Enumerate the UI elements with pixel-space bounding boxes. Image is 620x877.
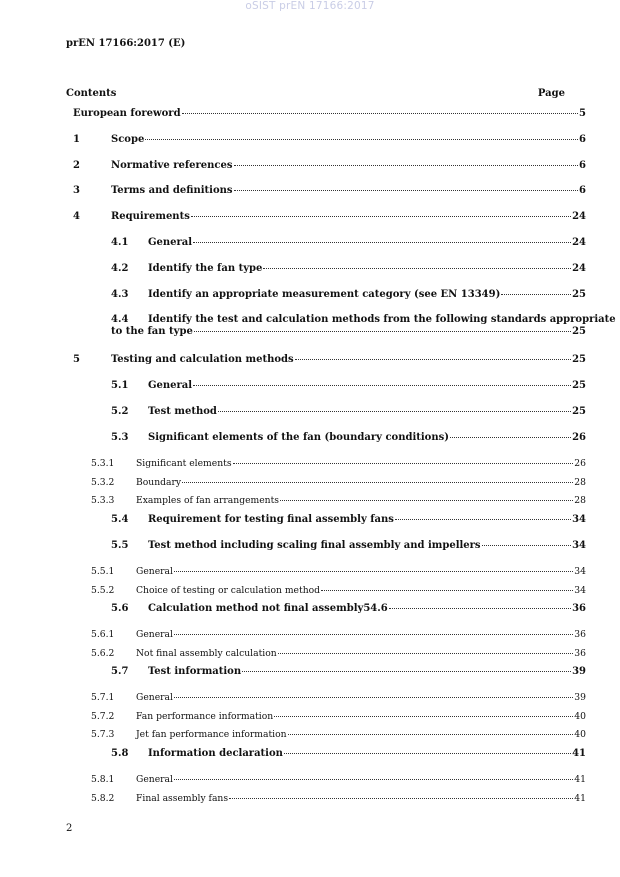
toc-entry-5-7-2[interactable] bbox=[91, 711, 586, 722]
toc-entry-page: 25 bbox=[572, 380, 586, 391]
dot-leader bbox=[234, 190, 579, 191]
toc-entry-page: 41 bbox=[572, 748, 586, 759]
toc-entry-number: 5.5.1 bbox=[91, 566, 115, 577]
toc-entry-number: 4.4 bbox=[111, 314, 129, 325]
dot-leader bbox=[233, 463, 574, 464]
toc-entry-title: Not final assembly calculation bbox=[136, 648, 277, 659]
toc-entry-title: Requirements bbox=[111, 211, 190, 222]
toc-entry-title-line1: Identify the test and calculation methods from the following standards appropriate bbox=[148, 314, 616, 325]
toc-entry-page: 24 bbox=[572, 211, 586, 222]
toc-entry-title: Fan performance information bbox=[136, 711, 274, 722]
toc-entry-title-line2: to the fan type bbox=[111, 326, 193, 337]
toc-entry-number: 3 bbox=[73, 185, 80, 196]
toc-entry-5-5-2[interactable] bbox=[91, 585, 586, 596]
toc-entry-number: 5.7.2 bbox=[91, 711, 115, 722]
toc-entry-title: General bbox=[136, 774, 173, 785]
toc-entry-title: General bbox=[136, 692, 173, 703]
toc-entry-title: General bbox=[136, 566, 173, 577]
dot-leader bbox=[280, 500, 573, 501]
toc-entry-number: 5.8.1 bbox=[91, 774, 115, 785]
dot-leader bbox=[482, 545, 572, 546]
toc-entry-title: Normative references bbox=[111, 160, 233, 171]
dot-leader bbox=[263, 268, 571, 269]
toc-entry-5-3-3[interactable] bbox=[91, 495, 586, 506]
toc-entry-number: 5.3.2 bbox=[91, 477, 115, 488]
toc-entry-page: 26 bbox=[572, 432, 586, 443]
toc-entry-page: 28 bbox=[574, 495, 586, 506]
toc-entry-page: 41 bbox=[574, 774, 586, 785]
dot-leader bbox=[501, 294, 571, 295]
dot-leader bbox=[395, 519, 571, 520]
toc-entry-5-1[interactable] bbox=[111, 380, 586, 391]
toc-entry-page: 34 bbox=[574, 585, 586, 596]
dot-leader bbox=[193, 385, 571, 386]
toc-entry-5-6-2[interactable] bbox=[91, 648, 586, 659]
toc-entry-number: 5.2 bbox=[111, 406, 129, 417]
dot-leader bbox=[218, 411, 571, 412]
toc-entry-2[interactable] bbox=[73, 160, 586, 171]
toc-entry-number: 2 bbox=[73, 160, 80, 171]
dot-leader bbox=[321, 590, 573, 591]
toc-entry-5-5[interactable] bbox=[111, 540, 586, 551]
toc-entry-page: 25 bbox=[572, 326, 586, 337]
toc-heading bbox=[66, 88, 565, 99]
dot-leader bbox=[234, 165, 579, 166]
dot-leader bbox=[182, 482, 573, 483]
toc-entry-foreword[interactable] bbox=[73, 108, 586, 119]
toc-entry-page: 25 bbox=[572, 289, 586, 300]
toc-entry-5-2[interactable] bbox=[111, 406, 586, 417]
toc-entry-5-3[interactable] bbox=[111, 432, 586, 443]
toc-entry-number: 1 bbox=[73, 134, 80, 145]
toc-entry-page: 40 bbox=[574, 729, 586, 740]
toc-entry-5-4[interactable] bbox=[111, 514, 586, 525]
toc-entry-4-2[interactable] bbox=[111, 263, 586, 274]
toc-entry-number: 5.5 bbox=[111, 540, 129, 551]
toc-entry-title: European foreword bbox=[73, 108, 181, 119]
dot-leader bbox=[174, 697, 573, 698]
toc-entry-title: Jet fan performance information bbox=[136, 729, 287, 740]
toc-entry-title: Examples of fan arrangements bbox=[136, 495, 279, 506]
toc-entry-page: 41 bbox=[574, 793, 586, 804]
dot-leader bbox=[191, 216, 571, 217]
toc-entry-number: 5.3.1 bbox=[91, 458, 115, 469]
contents-title: Contents bbox=[66, 88, 117, 99]
toc-entry-title: Significant elements of the fan (boundary conditions) bbox=[148, 432, 449, 443]
toc-entry-1[interactable] bbox=[73, 134, 586, 145]
toc-entry-number: 5.6 bbox=[111, 603, 129, 614]
toc-entry-page: 34 bbox=[572, 540, 586, 551]
toc-entry-title: Test information bbox=[148, 666, 242, 677]
toc-entry-title: Boundary bbox=[136, 477, 182, 488]
toc-entry-page: 36 bbox=[572, 603, 586, 614]
toc-entry-4-3[interactable] bbox=[111, 289, 586, 300]
toc-entry-page: 25 bbox=[572, 406, 586, 417]
dot-leader bbox=[174, 634, 573, 635]
toc-entry-page: 36 bbox=[574, 648, 586, 659]
toc-entry-5-3-1[interactable] bbox=[91, 458, 586, 469]
toc-entry-4-1[interactable] bbox=[111, 237, 586, 248]
toc-entry-number: 5.4 bbox=[111, 514, 129, 525]
toc-entry-5-7-1[interactable] bbox=[91, 692, 586, 703]
toc-entry-title: General bbox=[136, 629, 173, 640]
dot-leader bbox=[389, 608, 571, 609]
toc-entry-4-4[interactable] bbox=[111, 314, 616, 338]
dot-leader bbox=[174, 779, 573, 780]
toc-entry-4[interactable] bbox=[73, 211, 586, 222]
dot-leader bbox=[450, 437, 571, 438]
toc-entry-number: 5.5.2 bbox=[91, 585, 115, 596]
toc-entry-page: 34 bbox=[574, 566, 586, 577]
toc-entry-number: 5.7.3 bbox=[91, 729, 115, 740]
toc-entry-number: 5.7 bbox=[111, 666, 129, 677]
toc-entry-5-5-1[interactable] bbox=[91, 566, 586, 577]
dot-leader bbox=[242, 671, 571, 672]
toc-entry-number: 4 bbox=[73, 211, 80, 222]
watermark: oSIST prEN 17166:2017 bbox=[245, 0, 375, 12]
toc-entry-page: 40 bbox=[574, 711, 586, 722]
toc-entry-5-8[interactable] bbox=[111, 748, 586, 759]
toc-entry-page: 6 bbox=[579, 160, 586, 171]
toc-entry-5[interactable] bbox=[73, 354, 586, 365]
toc-entry-title: Choice of testing or calculation method bbox=[136, 585, 321, 596]
toc-entry-5-6[interactable] bbox=[111, 603, 586, 614]
toc-entry-3[interactable] bbox=[73, 185, 586, 196]
dot-leader bbox=[182, 113, 578, 114]
toc-entry-page: 36 bbox=[574, 629, 586, 640]
document-id: prEN 17166:2017 (E) bbox=[66, 38, 186, 49]
toc-entry-number: 4.3 bbox=[111, 289, 129, 300]
dot-leader bbox=[229, 798, 573, 799]
toc-entry-page: 6 bbox=[579, 185, 586, 196]
toc-entry-page: 24 bbox=[572, 263, 586, 274]
toc-entry-5-8-1[interactable] bbox=[91, 774, 586, 785]
toc-entry-number: 5.6.1 bbox=[91, 629, 115, 640]
toc-entry-number: 5.8 bbox=[111, 748, 129, 759]
toc-entry-number: 5.3 bbox=[111, 432, 129, 443]
toc-entry-title: Terms and definitions bbox=[111, 185, 233, 196]
toc-entry-page: 6 bbox=[579, 134, 586, 145]
dot-leader bbox=[145, 139, 578, 140]
toc-entry-page: 39 bbox=[574, 692, 586, 703]
toc-entry-page: 34 bbox=[572, 514, 586, 525]
toc-entry-page: 25 bbox=[572, 354, 586, 365]
dot-leader bbox=[193, 242, 571, 243]
toc-entry-page: 39 bbox=[572, 666, 586, 677]
dot-leader bbox=[274, 716, 573, 717]
toc-entry-5-3-2[interactable] bbox=[91, 477, 586, 488]
toc-entry-number: 4.2 bbox=[111, 263, 129, 274]
toc-entry-title: Significant elements bbox=[136, 458, 232, 469]
toc-entry-number: 5.8.2 bbox=[91, 793, 115, 804]
toc-entry-5-7-3[interactable] bbox=[91, 729, 586, 740]
toc-entry-title: Scope bbox=[111, 134, 145, 145]
toc-entry-5-6-1[interactable] bbox=[91, 629, 586, 640]
toc-entry-number: 5.3.3 bbox=[91, 495, 115, 506]
toc-entry-title: Test method bbox=[148, 406, 217, 417]
toc-entry-5-7[interactable] bbox=[111, 666, 586, 677]
dot-leader bbox=[288, 734, 574, 735]
toc-entry-number: 5 bbox=[73, 354, 80, 365]
dot-leader bbox=[284, 753, 571, 754]
dot-leader bbox=[295, 359, 571, 360]
toc-entry-title: General bbox=[148, 237, 193, 248]
toc-entry-title: General bbox=[148, 380, 193, 391]
toc-entry-page: 24 bbox=[572, 237, 586, 248]
toc-entry-title: Calculation method not final assembly54.6 bbox=[148, 603, 388, 614]
dot-leader bbox=[194, 331, 571, 332]
toc-entry-title: Information declaration bbox=[148, 748, 283, 759]
toc-entry-number: 5.7.1 bbox=[91, 692, 115, 703]
toc-entry-title: Final assembly fans bbox=[136, 793, 229, 804]
toc-entry-number: 5.6.2 bbox=[91, 648, 115, 659]
toc-entry-title: Requirement for testing final assembly fans bbox=[148, 514, 394, 525]
toc-entry-title: Identify an appropriate measurement category (see EN 13349) bbox=[148, 289, 501, 300]
toc-entry-page: 26 bbox=[574, 458, 586, 469]
toc-entry-5-8-2[interactable] bbox=[91, 793, 586, 804]
page-number: 2 bbox=[66, 823, 73, 834]
toc-entry-page: 28 bbox=[574, 477, 586, 488]
toc-entry-title: Identify the fan type bbox=[148, 263, 263, 274]
toc-entry-title: Test method including scaling final assembly and impellers bbox=[148, 540, 481, 551]
page-column-label: Page bbox=[537, 88, 565, 99]
dot-leader bbox=[174, 571, 573, 572]
dot-leader bbox=[278, 653, 574, 654]
toc-entry-title: Testing and calculation methods bbox=[111, 354, 294, 365]
toc-entry-number: 4.1 bbox=[111, 237, 129, 248]
toc-entry-page: 5 bbox=[579, 108, 586, 119]
toc-entry-number: 5.1 bbox=[111, 380, 129, 391]
